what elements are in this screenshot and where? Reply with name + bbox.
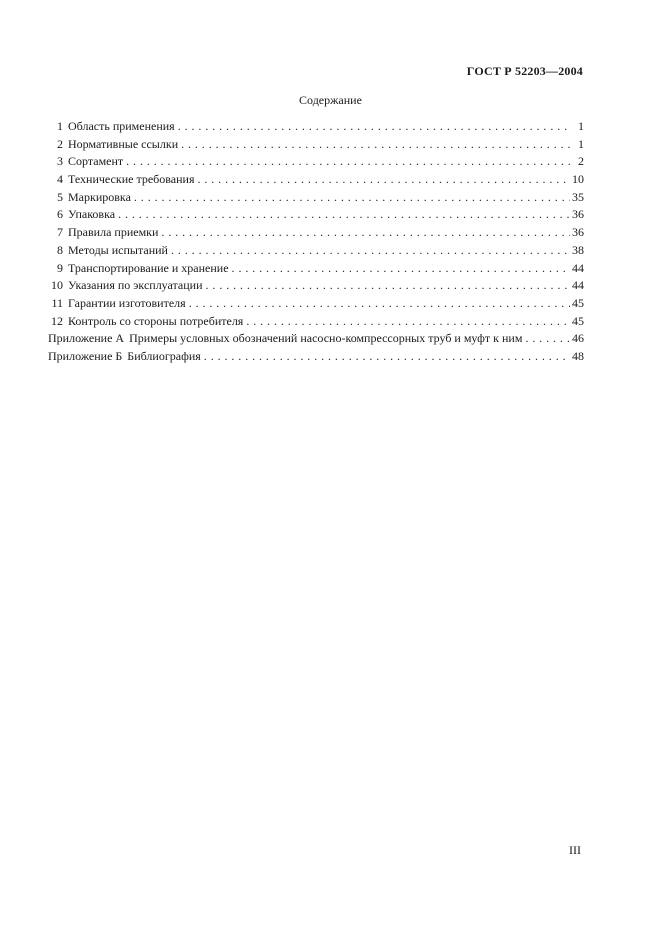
toc-entry-title: Транспортирование и хранение — [68, 260, 229, 275]
toc-entry-page: 1 — [578, 119, 584, 133]
page-number: III — [569, 843, 581, 857]
toc-entry-number: 2 — [57, 136, 63, 151]
toc-entry-page: 36 — [572, 225, 584, 240]
toc-entry[interactable] — [48, 118, 584, 136]
toc-entry-title: Методы испытаний — [68, 242, 168, 257]
toc-entry-title: Область применения — [68, 119, 175, 133]
toc-entry-number: 1 — [57, 119, 63, 133]
dot-leader — [206, 277, 570, 295]
toc-entry-page: 10 — [572, 172, 584, 187]
dot-leader — [178, 118, 570, 136]
toc-entry-title: Технические требования — [68, 172, 195, 187]
toc-entry-number: 6 — [57, 207, 63, 222]
toc-entry-number: Приложение А — [48, 331, 125, 346]
toc-entry-title: Правила приемки — [68, 225, 159, 240]
toc-entry-number: 9 — [57, 260, 63, 275]
toc-entry-number: 12 — [51, 313, 63, 328]
dot-leader — [197, 171, 570, 189]
toc-entry[interactable] — [48, 260, 584, 278]
toc-entry[interactable] — [48, 242, 584, 260]
toc-entry-title: Указания по эксплуатации — [68, 278, 203, 293]
toc-entry-number: 10 — [51, 278, 63, 293]
toc-entry-page: 38 — [572, 242, 584, 257]
toc-entry-page: 45 — [572, 313, 584, 328]
dot-leader — [126, 153, 570, 171]
dot-leader — [525, 330, 570, 348]
toc-heading: Содержание — [299, 93, 362, 107]
toc-entry-appendix[interactable] — [48, 348, 584, 366]
dot-leader — [134, 189, 570, 207]
toc-entry[interactable] — [48, 189, 584, 207]
toc-entry-page: 45 — [572, 295, 584, 310]
table-of-contents — [48, 118, 584, 366]
toc-entry-appendix[interactable] — [48, 330, 584, 348]
dot-leader — [189, 295, 570, 313]
dot-leader — [232, 260, 570, 278]
dot-leader — [171, 242, 570, 260]
dot-leader — [161, 224, 570, 242]
toc-entry[interactable] — [48, 295, 584, 313]
toc-entry-page: 46 — [572, 331, 584, 346]
toc-entry[interactable] — [48, 153, 584, 171]
toc-entry-page: 1 — [578, 136, 584, 151]
toc-entry-number: 7 — [57, 225, 63, 240]
toc-entry-title: Сортамент — [68, 154, 124, 169]
toc-entry-page: 35 — [572, 189, 584, 204]
dot-leader — [181, 136, 570, 154]
toc-entry[interactable] — [48, 206, 584, 224]
toc-entry-number: 4 — [57, 172, 63, 187]
toc-entry-page: 48 — [572, 348, 584, 363]
toc-entry-number: 11 — [51, 295, 63, 310]
toc-entry-page: 2 — [578, 154, 584, 169]
toc-entry-page: 44 — [572, 260, 584, 275]
document-code: ГОСТ Р 52203—2004 — [466, 64, 583, 78]
toc-entry[interactable] — [48, 277, 584, 295]
dot-leader — [204, 348, 570, 366]
toc-entry-number: 5 — [57, 189, 63, 204]
toc-entry-page: 36 — [572, 207, 584, 222]
toc-entry-title: Примеры условных обозначений насосно-компрессорных труб и муфт к ним — [129, 331, 523, 346]
toc-entry-number: Приложение Б — [48, 348, 123, 363]
toc-entry-title: Маркировка — [68, 189, 131, 204]
toc-entry-title: Библиография — [127, 348, 201, 363]
toc-entry-title: Контроль со стороны потребителя — [68, 313, 244, 328]
toc-entry-title: Гарантии изготовителя — [68, 295, 186, 310]
toc-entry-title: Нормативные ссылки — [68, 136, 179, 151]
toc-entry[interactable] — [48, 224, 584, 242]
toc-entry[interactable] — [48, 171, 584, 189]
toc-entry-title: Упаковка — [68, 207, 116, 222]
toc-entry-page: 44 — [572, 278, 584, 293]
toc-entry-number: 3 — [57, 154, 63, 169]
toc-entry[interactable] — [48, 136, 584, 154]
toc-entry[interactable] — [48, 313, 584, 331]
dot-leader — [246, 313, 570, 331]
toc-entry-number: 8 — [57, 242, 63, 257]
dot-leader — [118, 206, 570, 224]
